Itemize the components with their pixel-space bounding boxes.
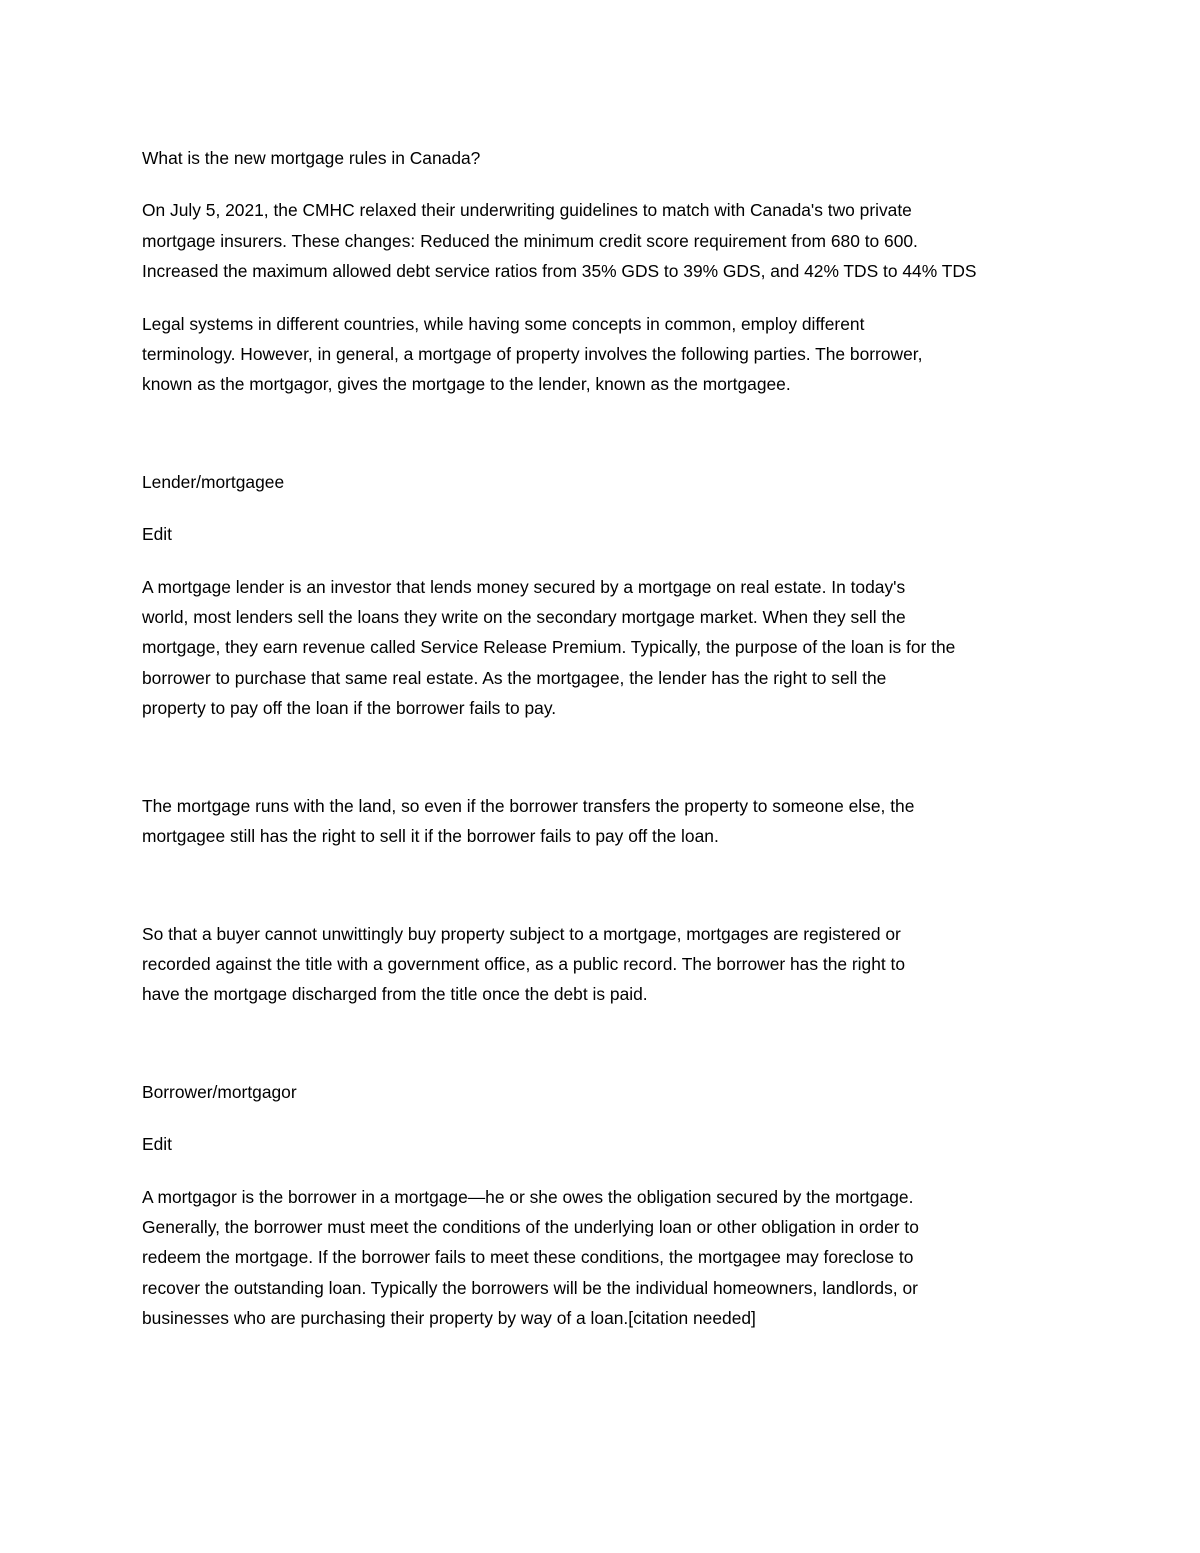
paragraph-line: borrower to purchase that same real estate. As the mortgagee, the lender has the right to sell the [142,667,887,688]
paragraph-line: Generally, the borrower must meet the conditions of the underlying loan or other obligation in order to [142,1216,919,1237]
paragraph-line: have the mortgage discharged from the title once the debt is paid. [142,984,648,1005]
paragraph-line: A mortgage lender is an investor that lends money secured by a mortgage on real estate. In today's [142,576,906,597]
paragraph-line: recorded against the title with a government office, as a public record. The borrower has the right to [142,953,906,974]
intro-paragraph [142,195,1072,286]
lender-section-heading: Lender/mortgagee [142,471,285,492]
paragraph-line: recover the outstanding loan. Typically the borrowers will be the individual homeowners, landlords, or [142,1277,918,1298]
lender-paragraph-2 [142,791,1072,852]
paragraph-line: businesses who are purchasing their property by way of a loan.[citation needed] [142,1308,756,1329]
paragraph-line: So that a buyer cannot unwittingly buy property subject to a mortgage, mortgages are registered or [142,923,901,944]
legal-paragraph [142,309,1072,400]
document-title: What is the new mortgage rules in Canada? [142,148,481,168]
lender-edit-link: Edit [142,524,172,545]
paragraph-line: Legal systems in different countries, while having some concepts in common, employ different [142,313,865,334]
paragraph-line: known as the mortgagor, gives the mortgage to the lender, known as the mortgagee. [142,374,791,395]
paragraph-line: world, most lenders sell the loans they write on the secondary mortgage market. When they sell the [142,607,906,628]
paragraph-line: mortgagee still has the right to sell it if the borrower fails to pay off the loan. [142,826,719,847]
paragraph-line: mortgage, they earn revenue called Service Release Premium. Typically, the purpose of the loan is for the [142,637,956,658]
borrower-section-heading: Borrower/mortgagor [142,1081,297,1102]
paragraph-line: Increased the maximum allowed debt service ratios from 35% GDS to 39% GDS, and 42% TDS to 44% TDS [142,261,977,282]
paragraph-line: On July 5, 2021, the CMHC relaxed their underwriting guidelines to match with Canada's two private [142,200,912,221]
paragraph-line: mortgage insurers. These changes: Reduced the minimum credit score requirement from 680 to 600. [142,230,918,251]
lender-paragraph-3 [142,919,1072,1010]
paragraph-line: A mortgagor is the borrower in a mortgage—he or she owes the obligation secured by the mortgage. [142,1186,914,1207]
paragraph-line: The mortgage runs with the land, so even if the borrower transfers the property to someone else, the [142,795,915,816]
paragraph-line: terminology. However, in general, a mortgage of property involves the following parties. The borrower, [142,344,923,365]
lender-paragraph-1 [142,572,1072,724]
paragraph-line: property to pay off the loan if the borrower fails to pay. [142,698,557,719]
paragraph-line: redeem the mortgage. If the borrower fails to meet these conditions, the mortgagee may foreclose to [142,1247,914,1268]
document-body [142,143,1072,1356]
borrower-edit-link: Edit [142,1134,172,1155]
borrower-paragraph-1 [142,1182,1072,1334]
